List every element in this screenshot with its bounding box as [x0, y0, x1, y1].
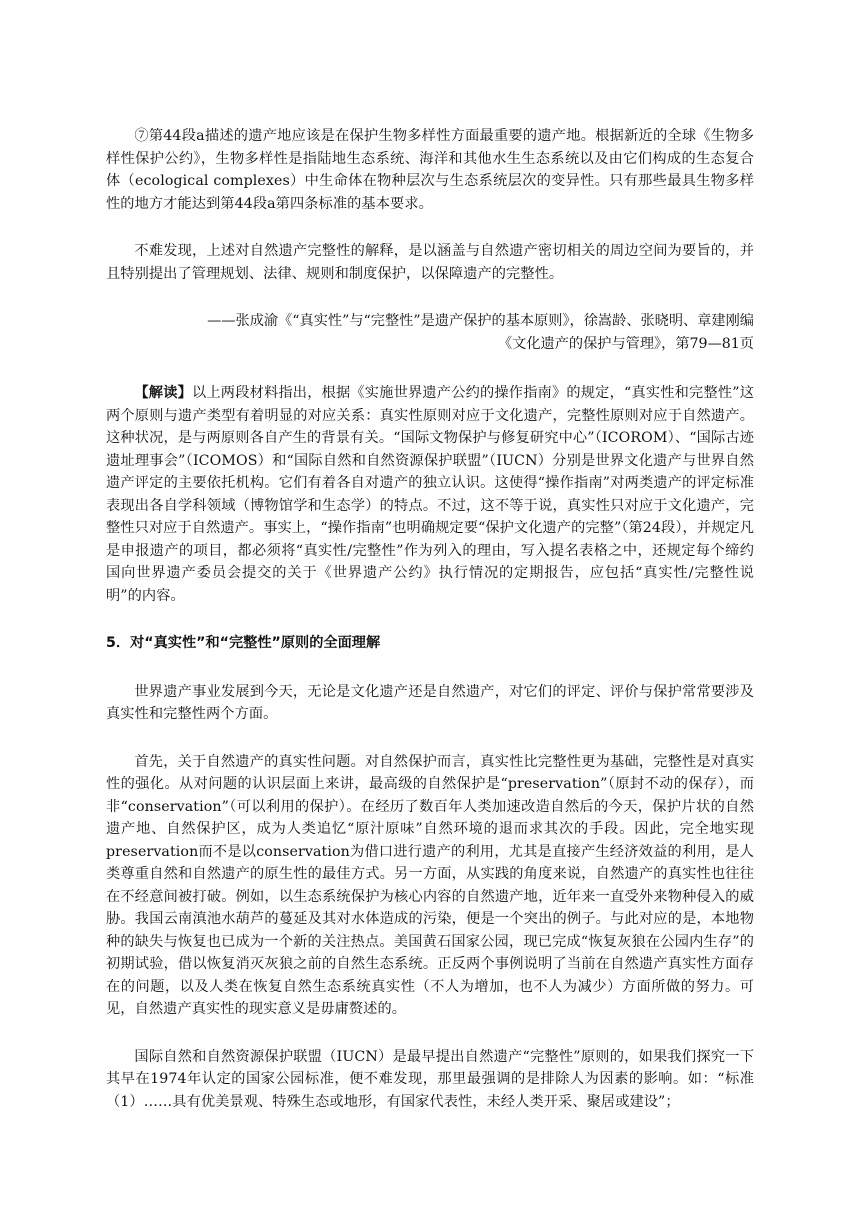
section-paragraph-1: 世界遗产事业发展到今天，无论是文化遗产还是自然遗产，对它们的评定、评价与保护常常要涉及真实性和完整性两个方面。 — [106, 683, 754, 722]
section-paragraph-3: 国际自然和自然资源保护联盟（IUCN）是最早提出自然遗产“完整性”原则的，如果我们探究一下其早在1974年认定的国家公园标准，便不难发现，那里最强调的是排除人为因素的影响。如：“标准（1）……具有优美景观、特殊生态或地形，有国家代表性，未经人类开采、聚居或建设”； — [106, 1048, 754, 1110]
citation-line-1: ——张成渝《“真实性”与“完整性”是遗产保护的基本原则》，徐嵩龄、张晓明、章建刚编 — [207, 313, 754, 329]
section-paragraph-2: 首先，关于自然遗产的真实性问题。对自然保护而言，真实性比完整性更为基础，完整性是对真实性的强化。从对问题的认识层面上来讲，最高级的自然保护是“preservation”（原封不动的保存），而非“conservation”（可以利用的保护）。在经历了数百年人类加速改造自然后的今天，保护片状的自然遗产地、自然保护区，成为人类追忆“原汁原味”自然环境的退而求其次的手段。因此，完全地实现preservation而不是以conservation为借口进行遗产的利用，尤其是直接产生经济效益的利用，是人类尊重自然和自然遗产的原生性的最佳方式。另一方面，从实践的角度来说，自然遗产的真实性也往往在不经意间被打破。例如，以生态系统保护为核心内容的自然遗产地，近年来一直受外来物种侵入的威胁。我国云南滇池水葫芦的蔓延及其对水体造成的污染，便是一个突出的例子。与此对应的是，本地物种的缺失与恢复也已成为一个新的关注热点。美国黄石国家公园，现已完成“恢复灰狼在公园内生存”的初期试验，借以恢复消灭灰狼之前的自然生态系统。正反两个事例说明了当前在自然遗产真实性方面存在的问题，以及人类在恢复自然生态系统真实性（不人为增加，也不人为减少）方面所做的努力。可见，自然遗产真实性的现实意义是毋庸赘述的。 — [106, 753, 754, 1017]
paragraph-summary: 不难发现，上述对自然遗产完整性的解释，是以涵盖与自然遗产密切相关的周边空间为要旨的，并且特别提出了管理规划、法律、规则和制度保护，以保障遗产的完整性。 — [106, 243, 754, 282]
paragraph-criterion-7: ⑦第44段a描述的遗产地应该是在保护生物多样性方面最重要的遗产地。根据新近的全球《生物多样性保护公约》，生物多样性是指陆地生态系统、海洋和其他水生生态系统以及由它们构成的生态复合体（ecological complexes）中生命体在物种层次与生态系统层次的变异性。只有那些最具生物多样性的地方才能达到第44段a第四条标准的基本要求。 — [106, 128, 754, 212]
interpretation-text: 以上两段材料指出，根据《实施世界遗产公约的操作指南》的规定，“真实性和完整性”这两个原则与遗产类型有着明显的对应关系：真实性原则对应于文化遗产，完整性原则对应于自然遗产。这种状况，是与两原则各自产生的背景有关。“国际文物保护与修复研究中心”（ICOROM）、“国际古迹遗址理事会”（ICOMOS）和“国际自然和自然资源保护联盟”（IUCN）分别是世界文化遗产与世界自然遗产评定的主要依托机构。它们有着各自对遗产的独立认识。这使得“操作指南”对两类遗产的评定标准表现出各自学科领域（博物馆学和生态学）的特点。不过，这不等于说，真实性只对应于文化遗产，完整性只对应于自然遗产。事实上，“操作指南”也明确规定要“保护文化遗产的完整”（第24段），并规定凡是申报遗产的项目，都必须将“真实性/完整性”作为列入的理由，写入提名表格之中，还规定每个缔约国向世界遗产委员会提交的关于《世界遗产公约》执行情况的定期报告，应包括“真实性/完整性说明”的内容。 — [106, 385, 754, 604]
interpretation-label: 【解读】 — [134, 385, 192, 401]
citation — [106, 310, 754, 355]
citation-line-2: 《文化遗产的保护与管理》，第79—81页 — [497, 335, 754, 352]
paragraph-interpretation — [106, 382, 754, 607]
section-heading: 5．对“真实性”和“完整性”原则的全面理解 — [106, 635, 381, 651]
